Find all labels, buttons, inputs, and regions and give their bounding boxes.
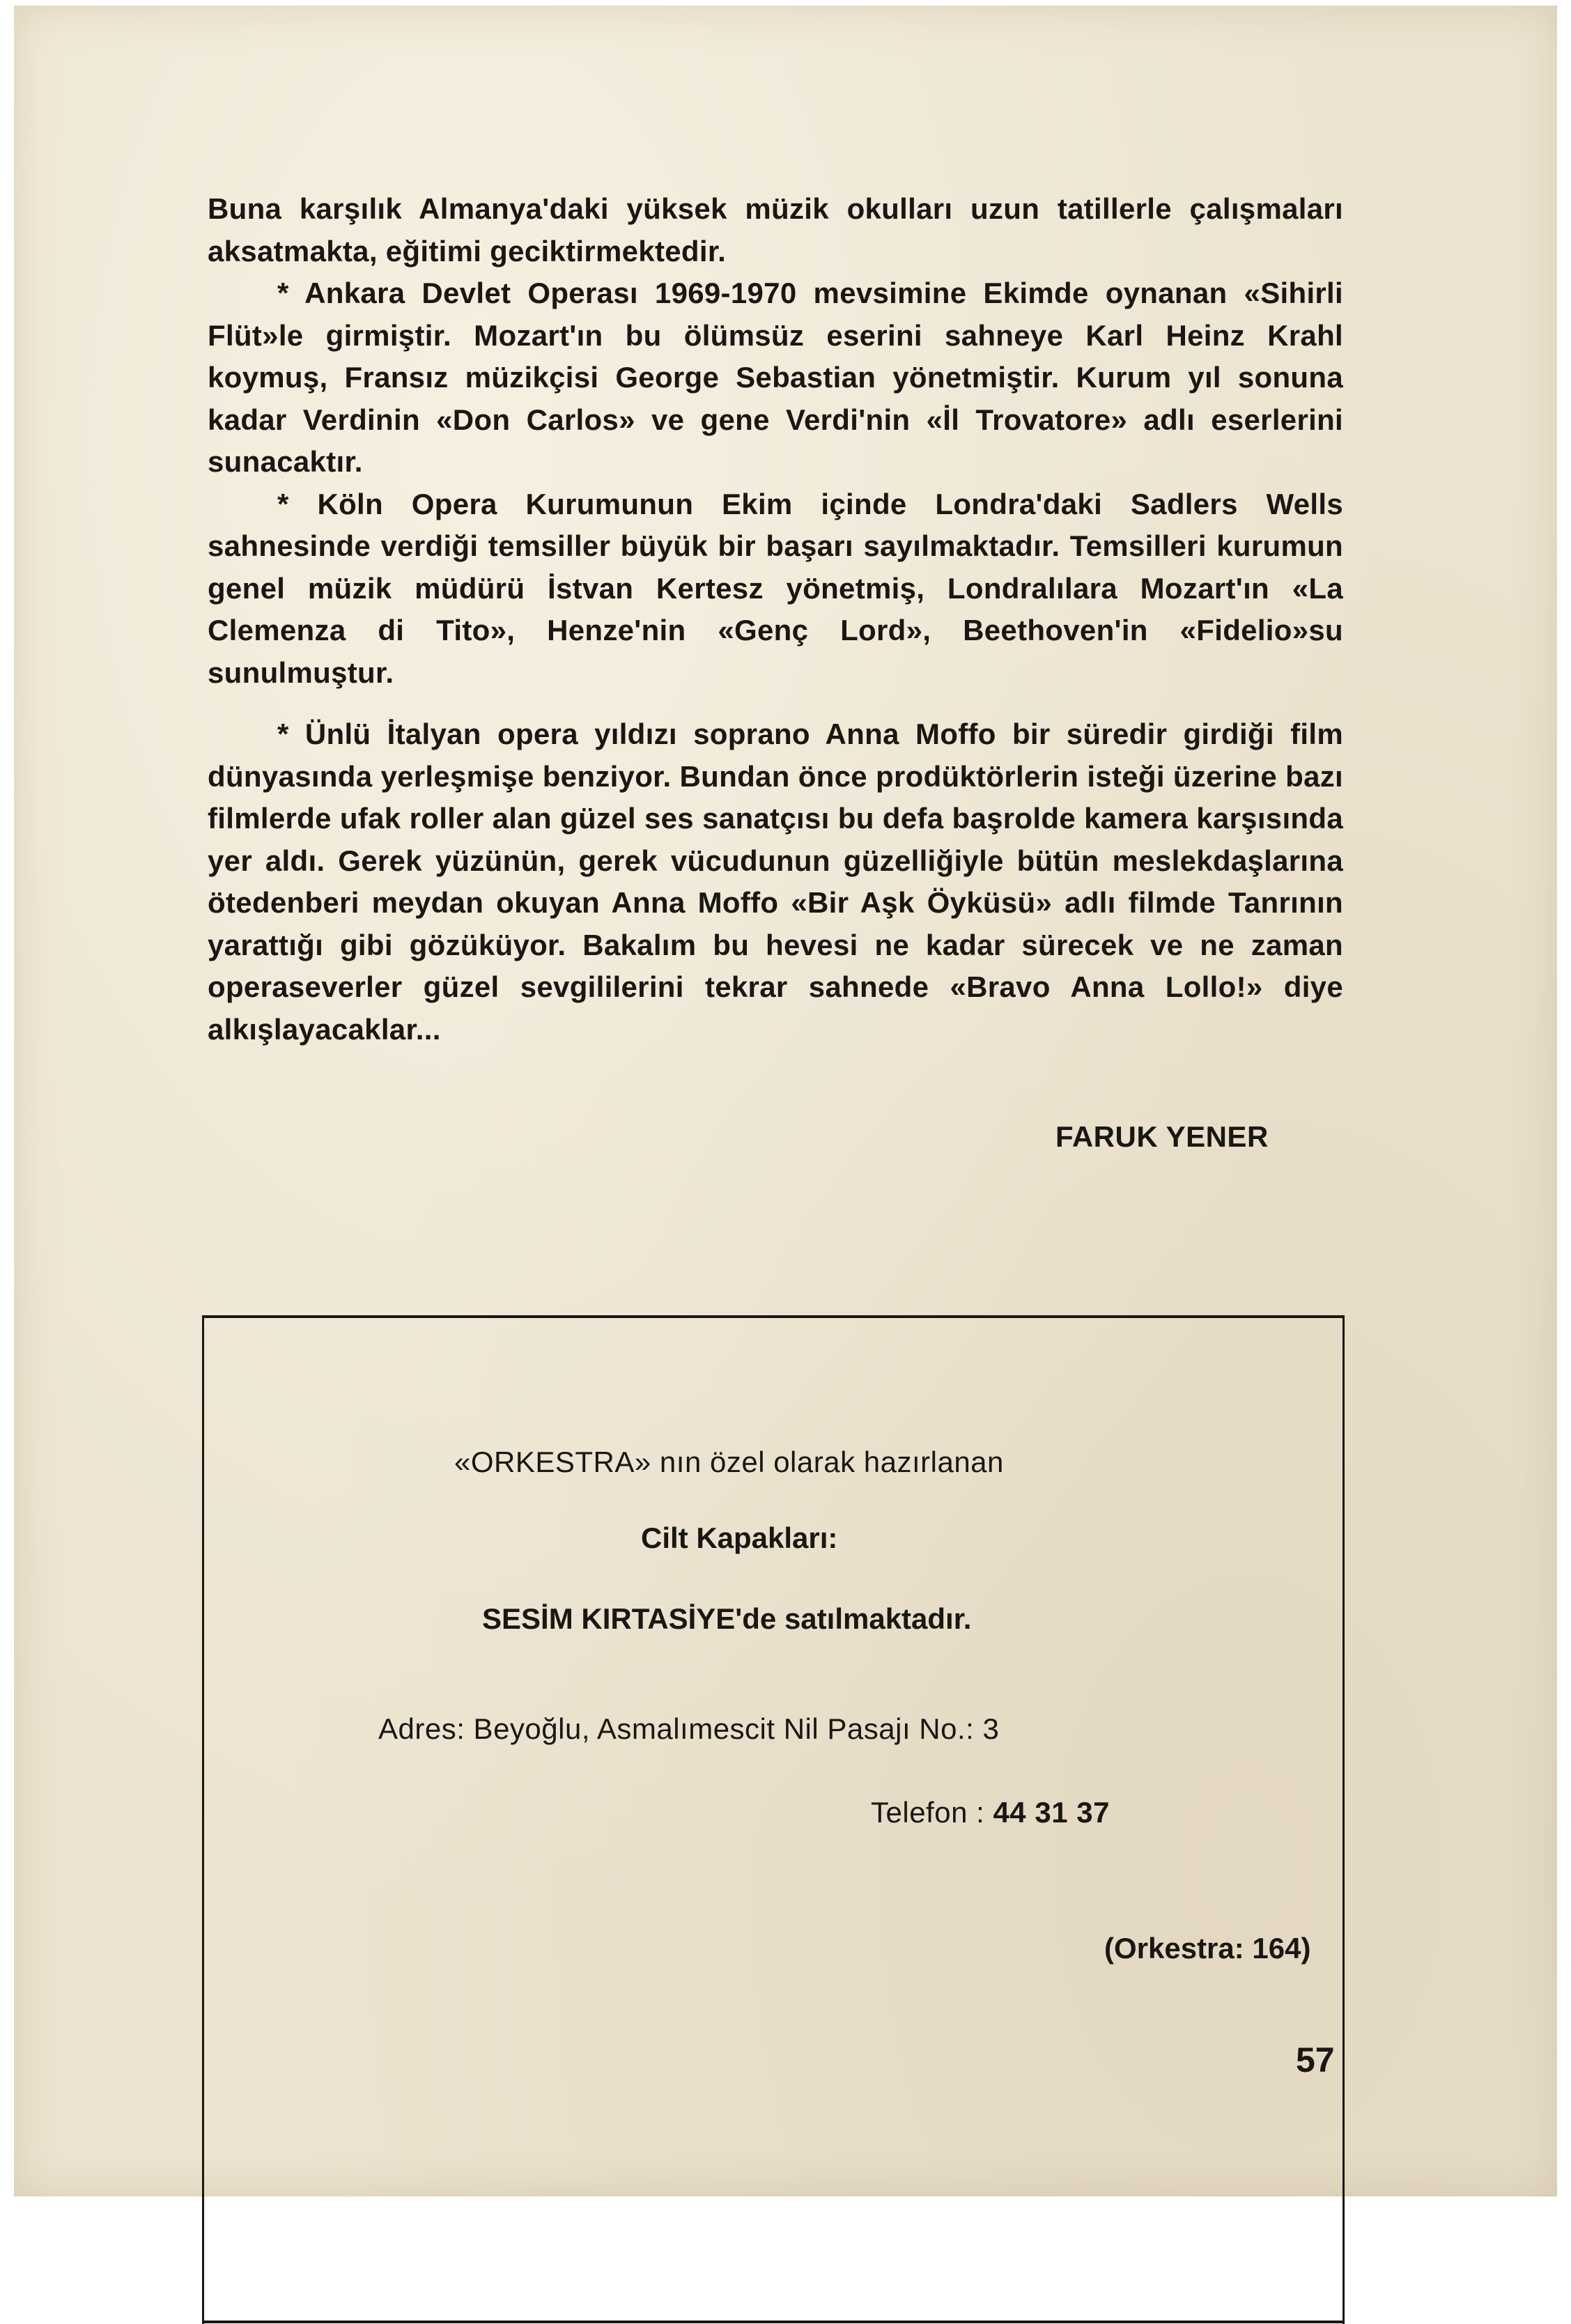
article-paragraph-1: Buna karşılık Almanya'daki yüksek müzik okulları uzun tatillerle çalışmaları aksatmakta, eğitimi geciktirmektedir. [208, 192, 1343, 268]
ad-right-border [1342, 1315, 1345, 2324]
ad-phone-number: 44 31 37 [993, 1796, 1110, 1829]
advertisement-box [202, 1315, 1345, 2308]
ad-shop-text: SESİM KIRTASİYE'de satılmaktadır. [482, 1602, 972, 1635]
ad-top-border [202, 1315, 1345, 1318]
article-paragraph-3: * Köln Opera Kurumunun Ekim içinde Londra'daki Sadlers Wells sahnesinde verdiği temsiller büyük bir başarı sayılmaktadır. Temsilleri kurumun genel müzik müdürü İstvan Kertesz yönetmiş, Londralılara Mozart'ın «La Clemenza di Tito», Henze'nin «Genç Lord», Beethoven'in «Fidelio»su sunulmuştur. [208, 487, 1343, 689]
ad-intro-text: «ORKESTRA» nın özel olarak hazırlanan [454, 1446, 1004, 1478]
ad-title: Cilt Kapakları: [641, 1521, 838, 1554]
ad-bottom-border [202, 2321, 1345, 2323]
ad-phone-label: Telefon : [871, 1796, 985, 1829]
page-number: 57 [1296, 2040, 1335, 2079]
source-reference: (Orkestra: 164) [1104, 1932, 1311, 1965]
article-paragraph-2: * Ankara Devlet Operası 1969-1970 mevsimine Ekimde oynanan «Sihirli Flüt»le girmiştir. Mozart'ın bu ölümsüz eserini sahneye Karl Heinz Krahl koymuş, Fransız müzikçisi George Sebastian yönetmiştir. Kurum yıl sonuna kadar Verdinin «Don Carlos» ve gene Verdi'nin «İl Trovatore» adlı eserlerini sunacaktır. [208, 277, 1343, 478]
article-body [208, 188, 1343, 1051]
article-paragraph-4: * Ünlü İtalyan opera yıldızı soprano Anna Moffo bir süredir girdiği film dünyasında yerleşmişe benziyor. Bundan önce prodüktörlerin isteği üzerine bazı filmlerde ufak roller alan güzel ses sanatçısı bu defa başrolde kamera karşısında yer aldı. Gerek yüzünün, gerek vücudunun güzelliğiyle bütün meslekdaşlarına ötedenberi meydan okuyan Anna Moffo «Bir Aşk Öyküsü» adlı filmde Tanrının yarattığı gibi gözüküyor. Bakalım bu hevesi ne kadar sürecek ve ne zaman operaseverler güzel sevgililerini tekrar sahnede «Bravo Anna Lollo!» diye alkışlayacaklar... [208, 718, 1343, 1046]
article-author: FARUK YENER [1055, 1120, 1269, 1153]
ad-left-border [202, 1315, 204, 2324]
ad-address: Adres: Beyoğlu, Asmalımescit Nil Pasajı No.: 3 [378, 1712, 1000, 1745]
paper-page [14, 6, 1557, 2197]
ad-phone [871, 1796, 1110, 1829]
